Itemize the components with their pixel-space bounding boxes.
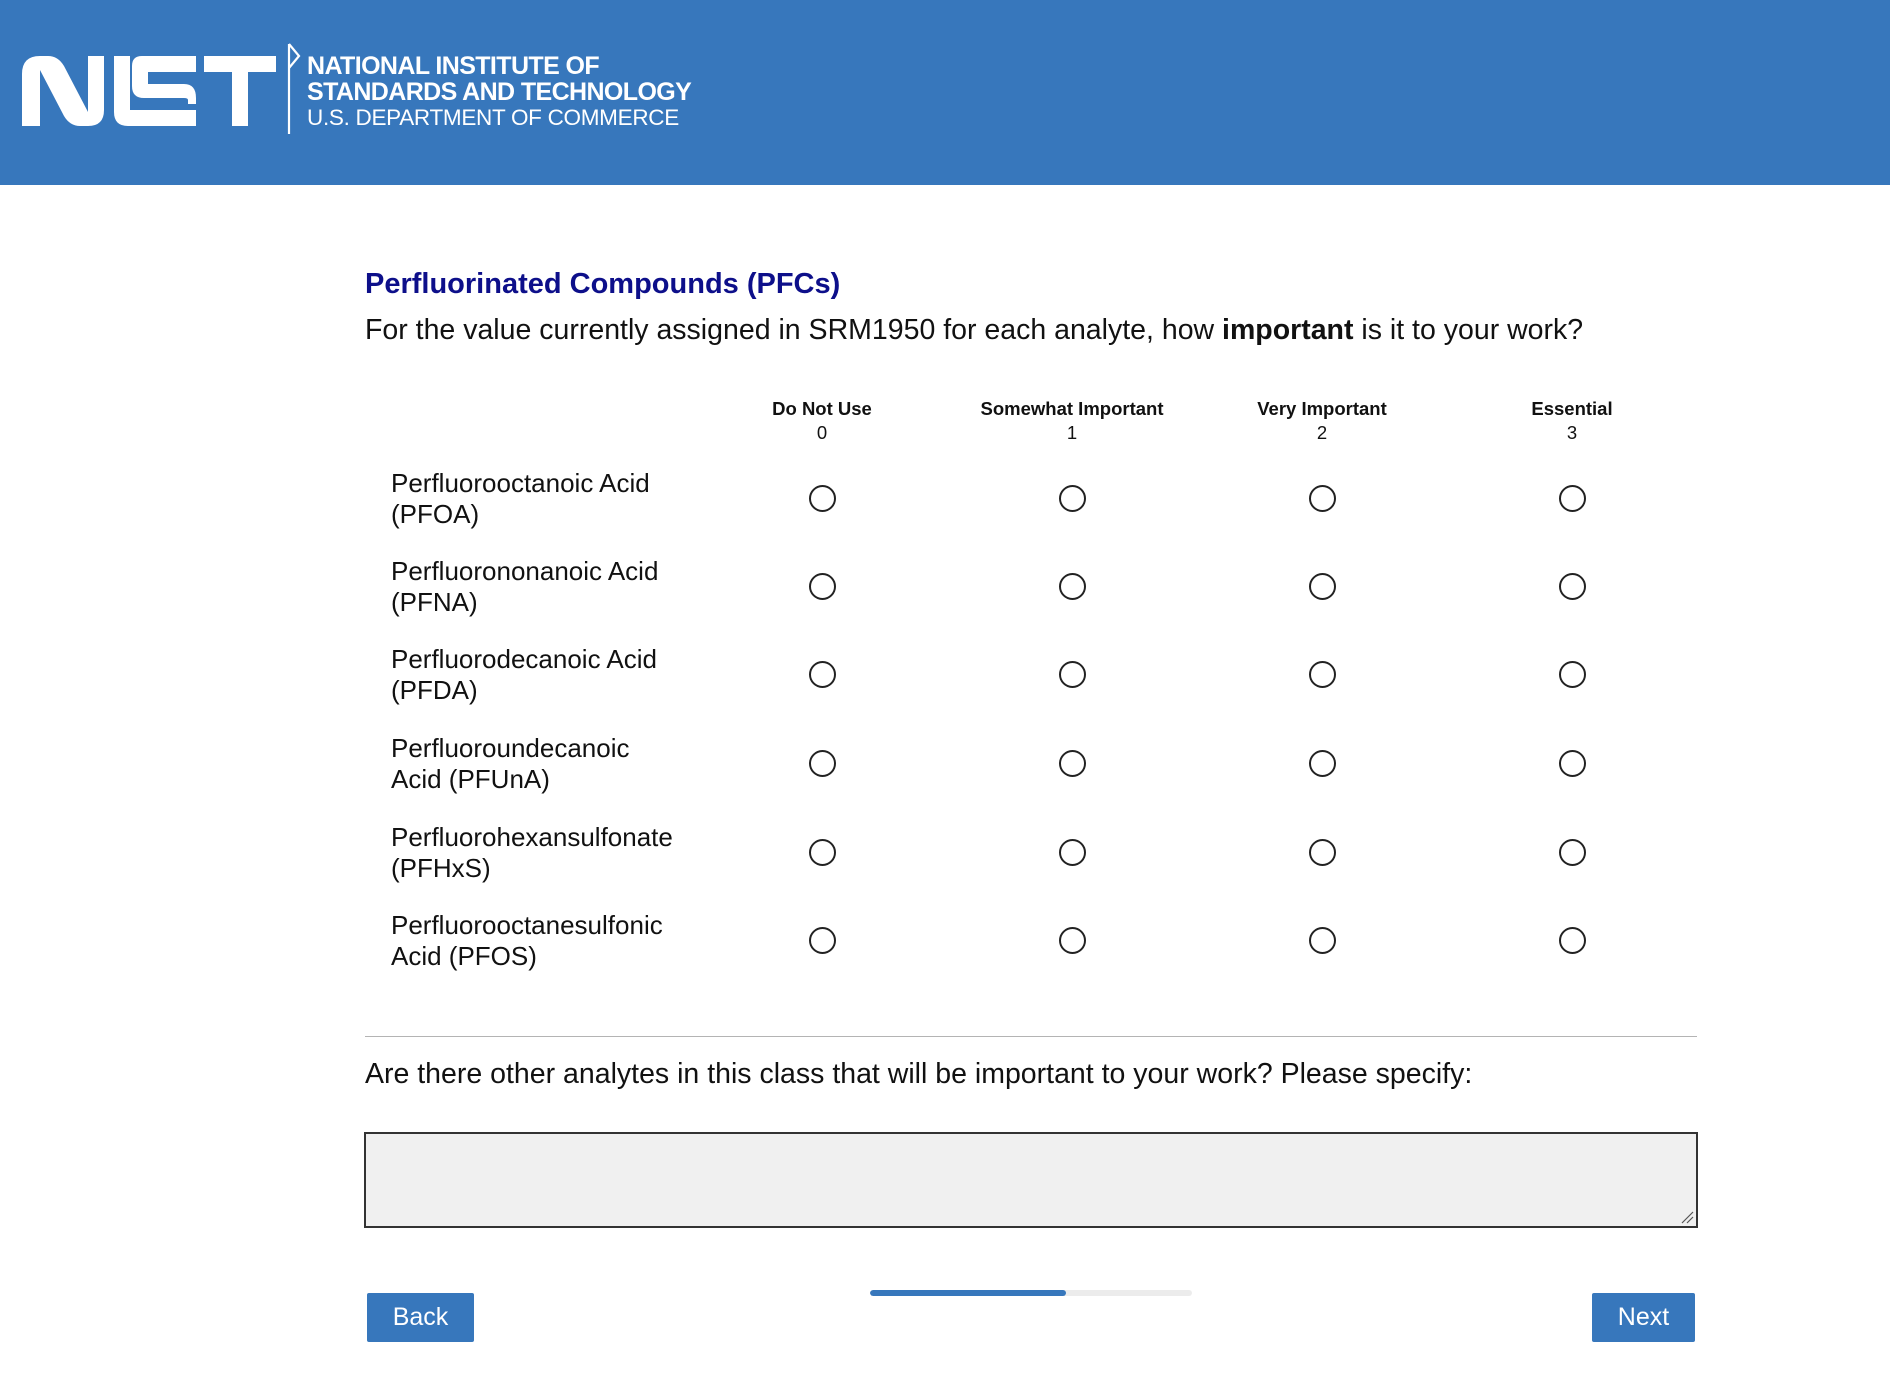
nist-logo <box>18 52 280 128</box>
section-divider <box>365 1036 1697 1037</box>
rating-radio[interactable] <box>1559 485 1586 512</box>
rating-radio[interactable] <box>1309 573 1336 600</box>
analyte-label-line1: Perfluoroundecanoic <box>391 733 630 763</box>
column-header <box>947 397 1197 445</box>
analyte-label <box>391 468 711 530</box>
org-name-line2: STANDARDS AND TECHNOLOGY <box>307 78 692 106</box>
rating-radio[interactable] <box>1059 661 1086 688</box>
other-analytes-question: Are there other analytes in this class that will be important to your work? Please specify: <box>365 1058 1473 1090</box>
org-department: U.S. DEPARTMENT OF COMMERCE <box>307 105 679 130</box>
resize-grip-icon[interactable] <box>1680 1210 1694 1224</box>
analyte-label-line2: (PFDA) <box>391 675 478 705</box>
column-header <box>697 397 947 445</box>
rating-radio[interactable] <box>1309 661 1336 688</box>
other-analytes-input[interactable] <box>364 1132 1698 1228</box>
analyte-label <box>391 910 711 972</box>
rating-radio[interactable] <box>1559 927 1586 954</box>
rating-radio[interactable] <box>1559 661 1586 688</box>
rating-radio[interactable] <box>1059 750 1086 777</box>
question-text-emphasis: important <box>1222 314 1354 346</box>
question-text-part2: is it to your work? <box>1353 314 1584 346</box>
rating-radio[interactable] <box>1059 573 1086 600</box>
rating-radio[interactable] <box>1559 750 1586 777</box>
analyte-label-line1: Perfluorononanoic Acid <box>391 556 659 586</box>
rating-radio[interactable] <box>1559 839 1586 866</box>
column-header <box>1447 397 1697 445</box>
analyte-label <box>391 644 711 706</box>
column-header-value: 2 <box>1316 422 1328 443</box>
analyte-label-line1: Perfluorooctanoic Acid <box>391 468 650 498</box>
column-header <box>1197 397 1447 445</box>
rating-radio[interactable] <box>1059 485 1086 512</box>
rating-radio[interactable] <box>1059 839 1086 866</box>
analyte-label-line1: Perfluorodecanoic Acid <box>391 644 657 674</box>
analyte-label <box>391 733 711 795</box>
rating-radio[interactable] <box>809 661 836 688</box>
column-header-value: 1 <box>1066 422 1078 443</box>
column-header-label: Do Not Use <box>772 398 872 419</box>
analyte-label-line1: Perfluorooctanesulfonic <box>391 910 663 940</box>
rating-radio[interactable] <box>1309 839 1336 866</box>
question-text <box>365 314 1583 347</box>
column-header-value: 0 <box>816 422 828 443</box>
analyte-label-line2: Acid (PFUnA) <box>391 764 550 794</box>
back-button[interactable]: Back <box>367 1293 474 1342</box>
column-header-label: Essential <box>1531 398 1613 419</box>
rating-radio[interactable] <box>809 485 836 512</box>
column-header-label: Somewhat Important <box>980 398 1164 419</box>
analyte-label-line2: (PFOA) <box>391 499 480 529</box>
progress-bar <box>870 1290 1192 1296</box>
analyte-label-line2: (PFHxS) <box>391 853 491 883</box>
analyte-label-line2: (PFNA) <box>391 587 478 617</box>
rating-radio[interactable] <box>809 839 836 866</box>
column-header-value: 3 <box>1566 422 1578 443</box>
next-button[interactable]: Next <box>1592 1293 1695 1342</box>
rating-radio[interactable] <box>809 927 836 954</box>
column-header-label: Very Important <box>1257 398 1387 419</box>
progress-bar-fill <box>870 1290 1066 1296</box>
question-text-part1: For the value currently assigned in SRM1950 for each analyte, how <box>365 314 1223 346</box>
section-title: Perfluorinated Compounds (PFCs) <box>365 268 841 300</box>
rating-radio[interactable] <box>1309 927 1336 954</box>
rating-radio[interactable] <box>809 750 836 777</box>
analyte-label <box>391 822 711 884</box>
org-name <box>307 53 691 131</box>
analyte-label <box>391 556 711 618</box>
org-name-line1: NATIONAL INSTITUTE OF <box>307 52 600 80</box>
rating-radio[interactable] <box>809 573 836 600</box>
rating-radio[interactable] <box>1059 927 1086 954</box>
site-header <box>0 0 1890 185</box>
rating-radio[interactable] <box>1309 750 1336 777</box>
analyte-label-line1: Perfluorohexansulfonate <box>391 822 673 852</box>
rating-radio[interactable] <box>1559 573 1586 600</box>
analyte-label-line2: Acid (PFOS) <box>391 941 537 971</box>
rating-radio[interactable] <box>1309 485 1336 512</box>
